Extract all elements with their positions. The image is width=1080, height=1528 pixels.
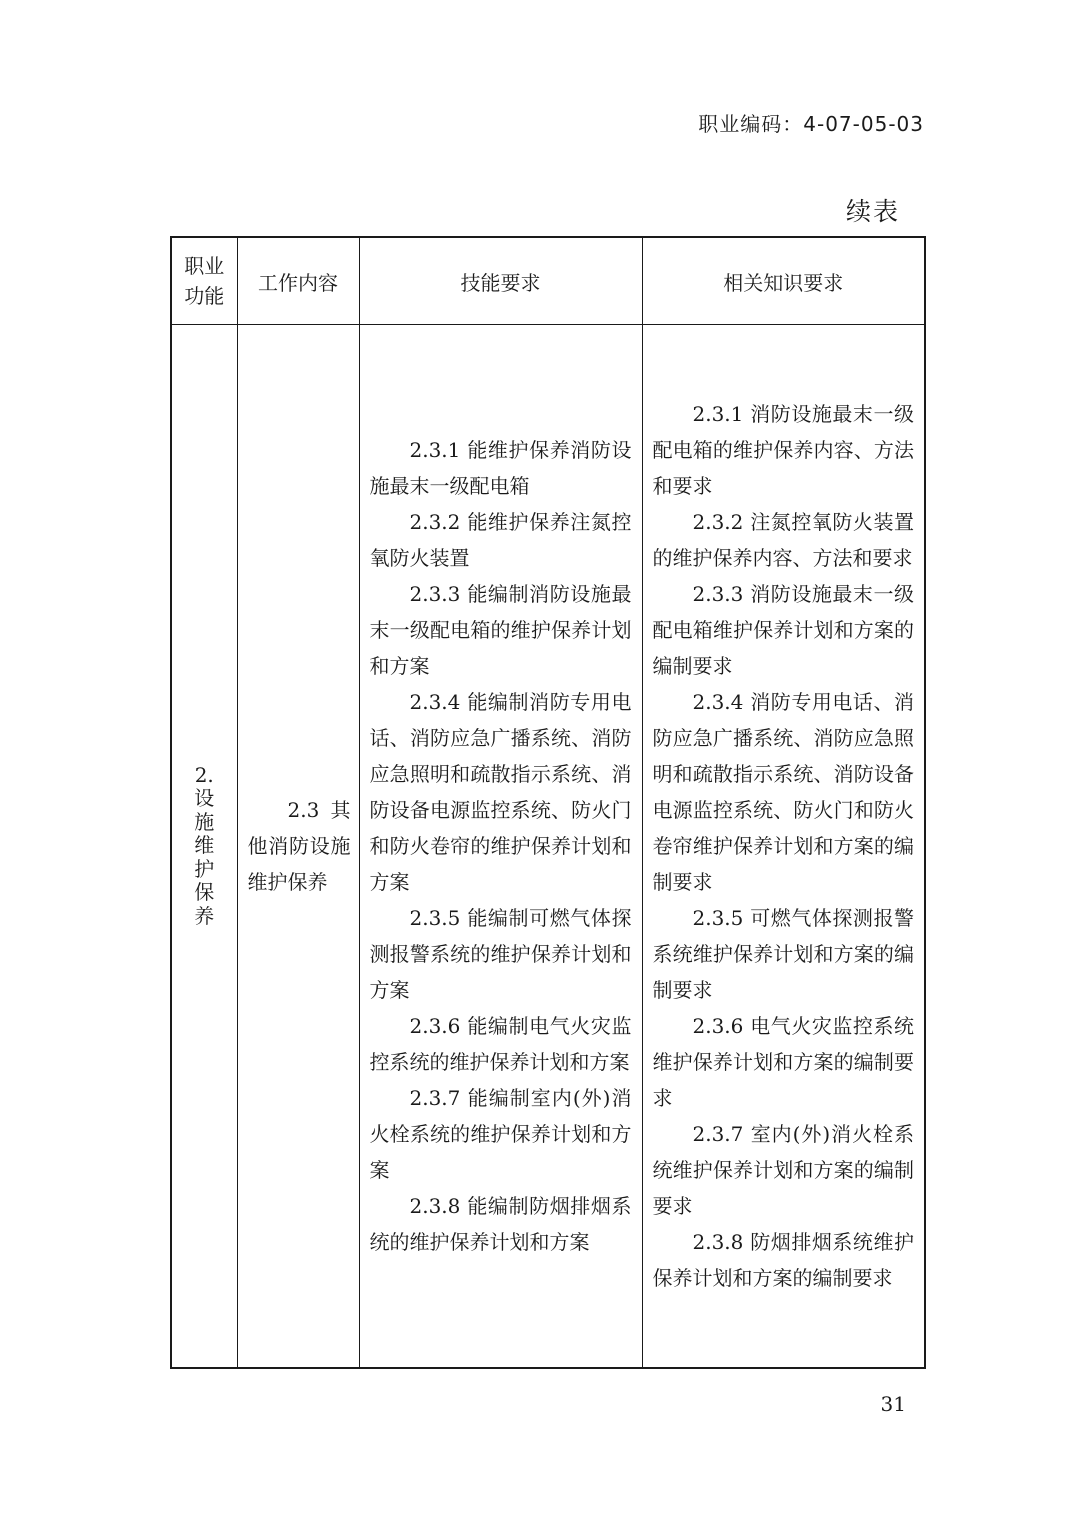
continued-label: 续表 — [845, 197, 900, 226]
header-work-content: 工作内容 — [237, 237, 359, 325]
skill-item: 2.3.4 能编制消防专用电话、消防应急广播系统、消防应急照明和疏散指示系统、消防设备电源监控系统、防火门和防火卷帘的维护保养计划和方案 — [369, 690, 632, 894]
skill-item: 2.3.5 能编制可燃气体探测报警系统的维护保养计划和方案 — [369, 906, 632, 1002]
knowledge-item: 2.3.4 消防专用电话、消防应急广播系统、消防应急照明和疏散指示系统、消防设备电源监控系统、防火门和防火卷帘维护保养计划和方案的编制要求 — [652, 690, 914, 894]
function-number: 2. — [194, 762, 214, 787]
knowledge-item: 2.3.8 防烟排烟系统维护保养计划和方案的编制要求 — [652, 1230, 914, 1290]
knowledge-item: 2.3.7 室内(外)消火栓系统维护保养计划和方案的编制要求 — [652, 1122, 914, 1218]
skill-item: 2.3.1 能维护保养消防设施最末一级配电箱 — [369, 438, 632, 498]
header-knowledge-requirements: 相关知识要求 — [642, 237, 925, 325]
skill-item: 2.3.8 能编制防烟排烟系统的维护保养计划和方案 — [369, 1194, 632, 1254]
knowledge-item: 2.3.1 消防设施最末一级配电箱的维护保养内容、方法和要求 — [652, 402, 914, 498]
knowledge-item: 2.3.2 注氮控氧防火装置的维护保养内容、方法和要求 — [652, 510, 914, 570]
function-char: 护 — [194, 856, 215, 881]
table-row — [171, 325, 925, 1369]
function-cell — [171, 325, 237, 1369]
header-function: 职业功能 — [171, 237, 237, 325]
skill-item: 2.3.6 能编制电气火灾监控系统的维护保养计划和方案 — [369, 1014, 632, 1074]
knowledge-item: 2.3.5 可燃气体探测报警系统维护保养计划和方案的编制要求 — [652, 906, 914, 1002]
knowledge-item: 2.3.6 电气火灾监控系统维护保养计划和方案的编制要求 — [652, 1014, 914, 1110]
function-char: 施 — [194, 809, 215, 834]
knowledge-cell — [642, 325, 925, 1369]
occupation-code: 职业编码：4-07-05-03 — [698, 112, 924, 136]
skills-cell — [359, 325, 642, 1369]
function-char: 养 — [194, 903, 215, 928]
function-char: 维 — [194, 833, 215, 858]
knowledge-item: 2.3.3 消防设施最末一级配电箱维护保养计划和方案的编制要求 — [652, 582, 914, 678]
page-number: 31 — [880, 1392, 906, 1416]
header-skill-requirements: 技能要求 — [359, 237, 642, 325]
function-char: 保 — [194, 880, 215, 905]
work-content-cell — [237, 325, 359, 1369]
function-char: 设 — [194, 786, 215, 811]
skill-item: 2.3.2 能维护保养注氮控氧防火装置 — [369, 510, 632, 570]
skill-item: 2.3.3 能编制消防设施最末一级配电箱的维护保养计划和方案 — [369, 582, 632, 678]
work-content-text: 2.3 其他消防设施维护保养 — [247, 798, 351, 894]
skill-item: 2.3.7 能编制室内(外)消火栓系统的维护保养计划和方案 — [369, 1086, 632, 1182]
requirements-table — [170, 236, 926, 1369]
table-header-row — [171, 237, 925, 325]
